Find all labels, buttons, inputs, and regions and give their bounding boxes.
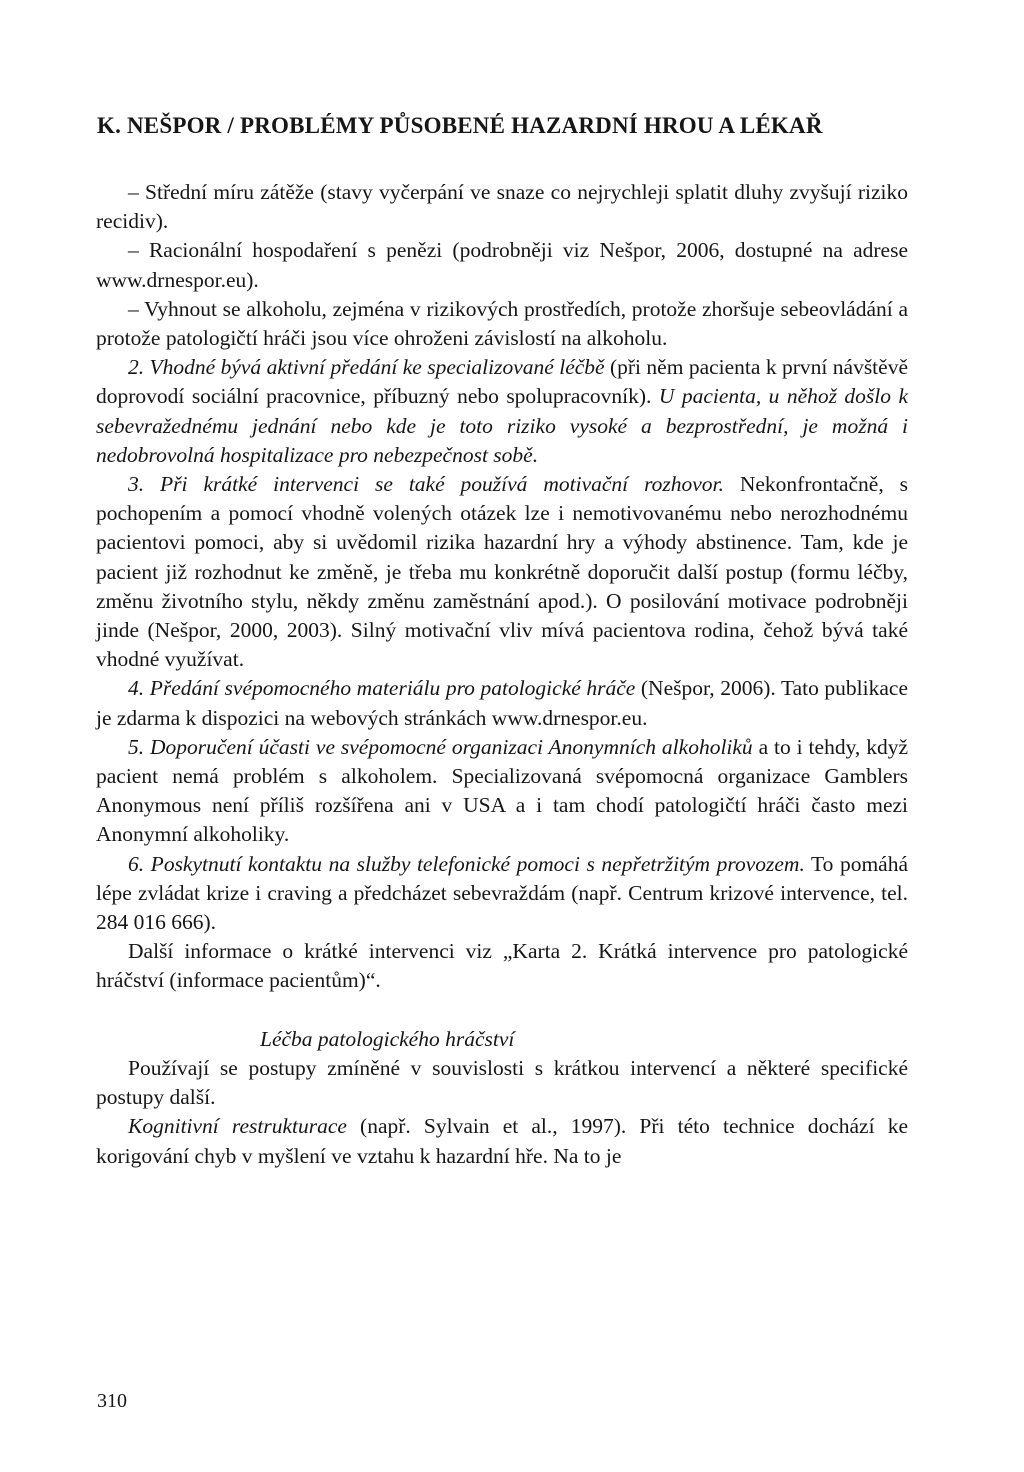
cognitive-restructuring-paragraph: [96, 1112, 908, 1170]
body-text: [96, 178, 908, 1171]
paragraph-5-lead: 5. Doporučení účasti ve svépomocné organizaci Anonymních alkoholiků: [128, 734, 753, 759]
numbered-paragraph-3: [96, 470, 908, 674]
section-title: Léčba patologického hráčství: [260, 1026, 515, 1051]
running-header: K. NEŠPOR / PROBLÉMY PŮSOBENÉ HAZARDNÍ HROU A LÉKAŘ: [97, 113, 823, 138]
cognitive-restructuring-text: (např. Sylvain et al., 1997). Při této technice dochází ke korigování chyb v myšlení ve vztahu k hazardní hře. Na to je: [96, 1114, 908, 1168]
numbered-paragraph-4: [96, 674, 908, 732]
paragraph-5-text: a to i tehdy, když pacient nemá problém s alkoholem. Specializovaná svépomocná organizace Gamblers Anonymous není příliš rozšířena ani v USA a i tam chodí patologičtí hráči často mezi Anonymní alkoholiky.: [96, 734, 908, 847]
paragraph-4-text: (Nešpor, 2006). Tato publikace je zdarma k dispozici na webových stránkách www.drnespor.eu.: [96, 676, 909, 730]
paragraph-2-text: (při něm pacienta k první návštěvě doprovodí sociální pracovnice, příbuzný nebo spolupracovník).: [96, 355, 908, 409]
numbered-paragraph-2: [96, 353, 908, 470]
page-number: 310: [97, 1390, 127, 1412]
paragraph-3-text: Nekonfrontačně, s pochopením a pomocí vhodně volených otázek lze i nemotivovanému nebo nerozhodnému pacientovi pomoci, aby si uvědomil rizika hazardní hry a výhody abstinence. Tam, kde je pacient již rozhodnut ke změně, je třeba mu konkrétně doporučit další postup (formu léčby, změnu životního stylu, někdy změnu zaměstnání apod.). O posilování motivace podrobněji jinde (Nešpor, 2000, 2003). Silný motivační vliv mívá pacientova rodina, čehož bývá také vhodné využívat.: [96, 472, 909, 672]
paragraph-2-lead: 2. Vhodné bývá aktivní předání ke specializované léčbě: [128, 355, 605, 380]
numbered-paragraph-5: [96, 733, 908, 850]
bullet-paragraph-1: – Střední míru zátěže (stavy vyčerpání ve snaze co nejrychleji splatit dluhy zvyšují riziko recidiv).: [96, 180, 908, 234]
paragraph-6-lead: 6. Poskytnutí kontaktu na služby telefonické pomoci s nepřetržitým provozem.: [128, 851, 805, 876]
bullet-paragraph-2: – Racionální hospodaření s penězi (podrobněji viz Nešpor, 2006, dostupné na adrese www.drnespor.eu).: [96, 238, 908, 292]
paragraph-3-lead: 3. Při krátké intervenci se také používá motivační rozhovor.: [128, 472, 724, 497]
bullet-paragraph-3: – Vyhnout se alkoholu, zejména v rizikových prostředích, protože zhoršuje sebeovládání a protože patologičtí hráči jsou více ohroženi závislostí na alkoholu.: [96, 296, 908, 351]
section-intro-paragraph: Používají se postupy zmíněné v souvislosti s krátkou intervencí a některé specifické postupy další.: [96, 1055, 908, 1110]
paragraph-4-lead: 4. Předání svépomocného materiálu pro patologické hráče: [128, 676, 636, 701]
further-info-paragraph: Další informace o krátké intervenci viz „Karta 2. Krátká intervence pro patologické hráčství (informace pacientům)“.: [96, 939, 908, 993]
cognitive-restructuring-lead: Kognitivní restrukturace: [128, 1114, 347, 1139]
numbered-paragraph-6: [96, 850, 908, 938]
paragraph-6-text: To pomáhá lépe zvládat krize i craving a předcházet sebevraždám (např. Centrum krizové intervence, tel. 284 016 666).: [96, 851, 908, 935]
paragraph-2-italic-note: U pacienta, u něhož došlo k sebevražednému jednání nebo kde je toto riziko vysoké a bezprostřední, je možná i nedobrovolná hospitalizace pro nebezpečnost sobě.: [96, 384, 909, 467]
